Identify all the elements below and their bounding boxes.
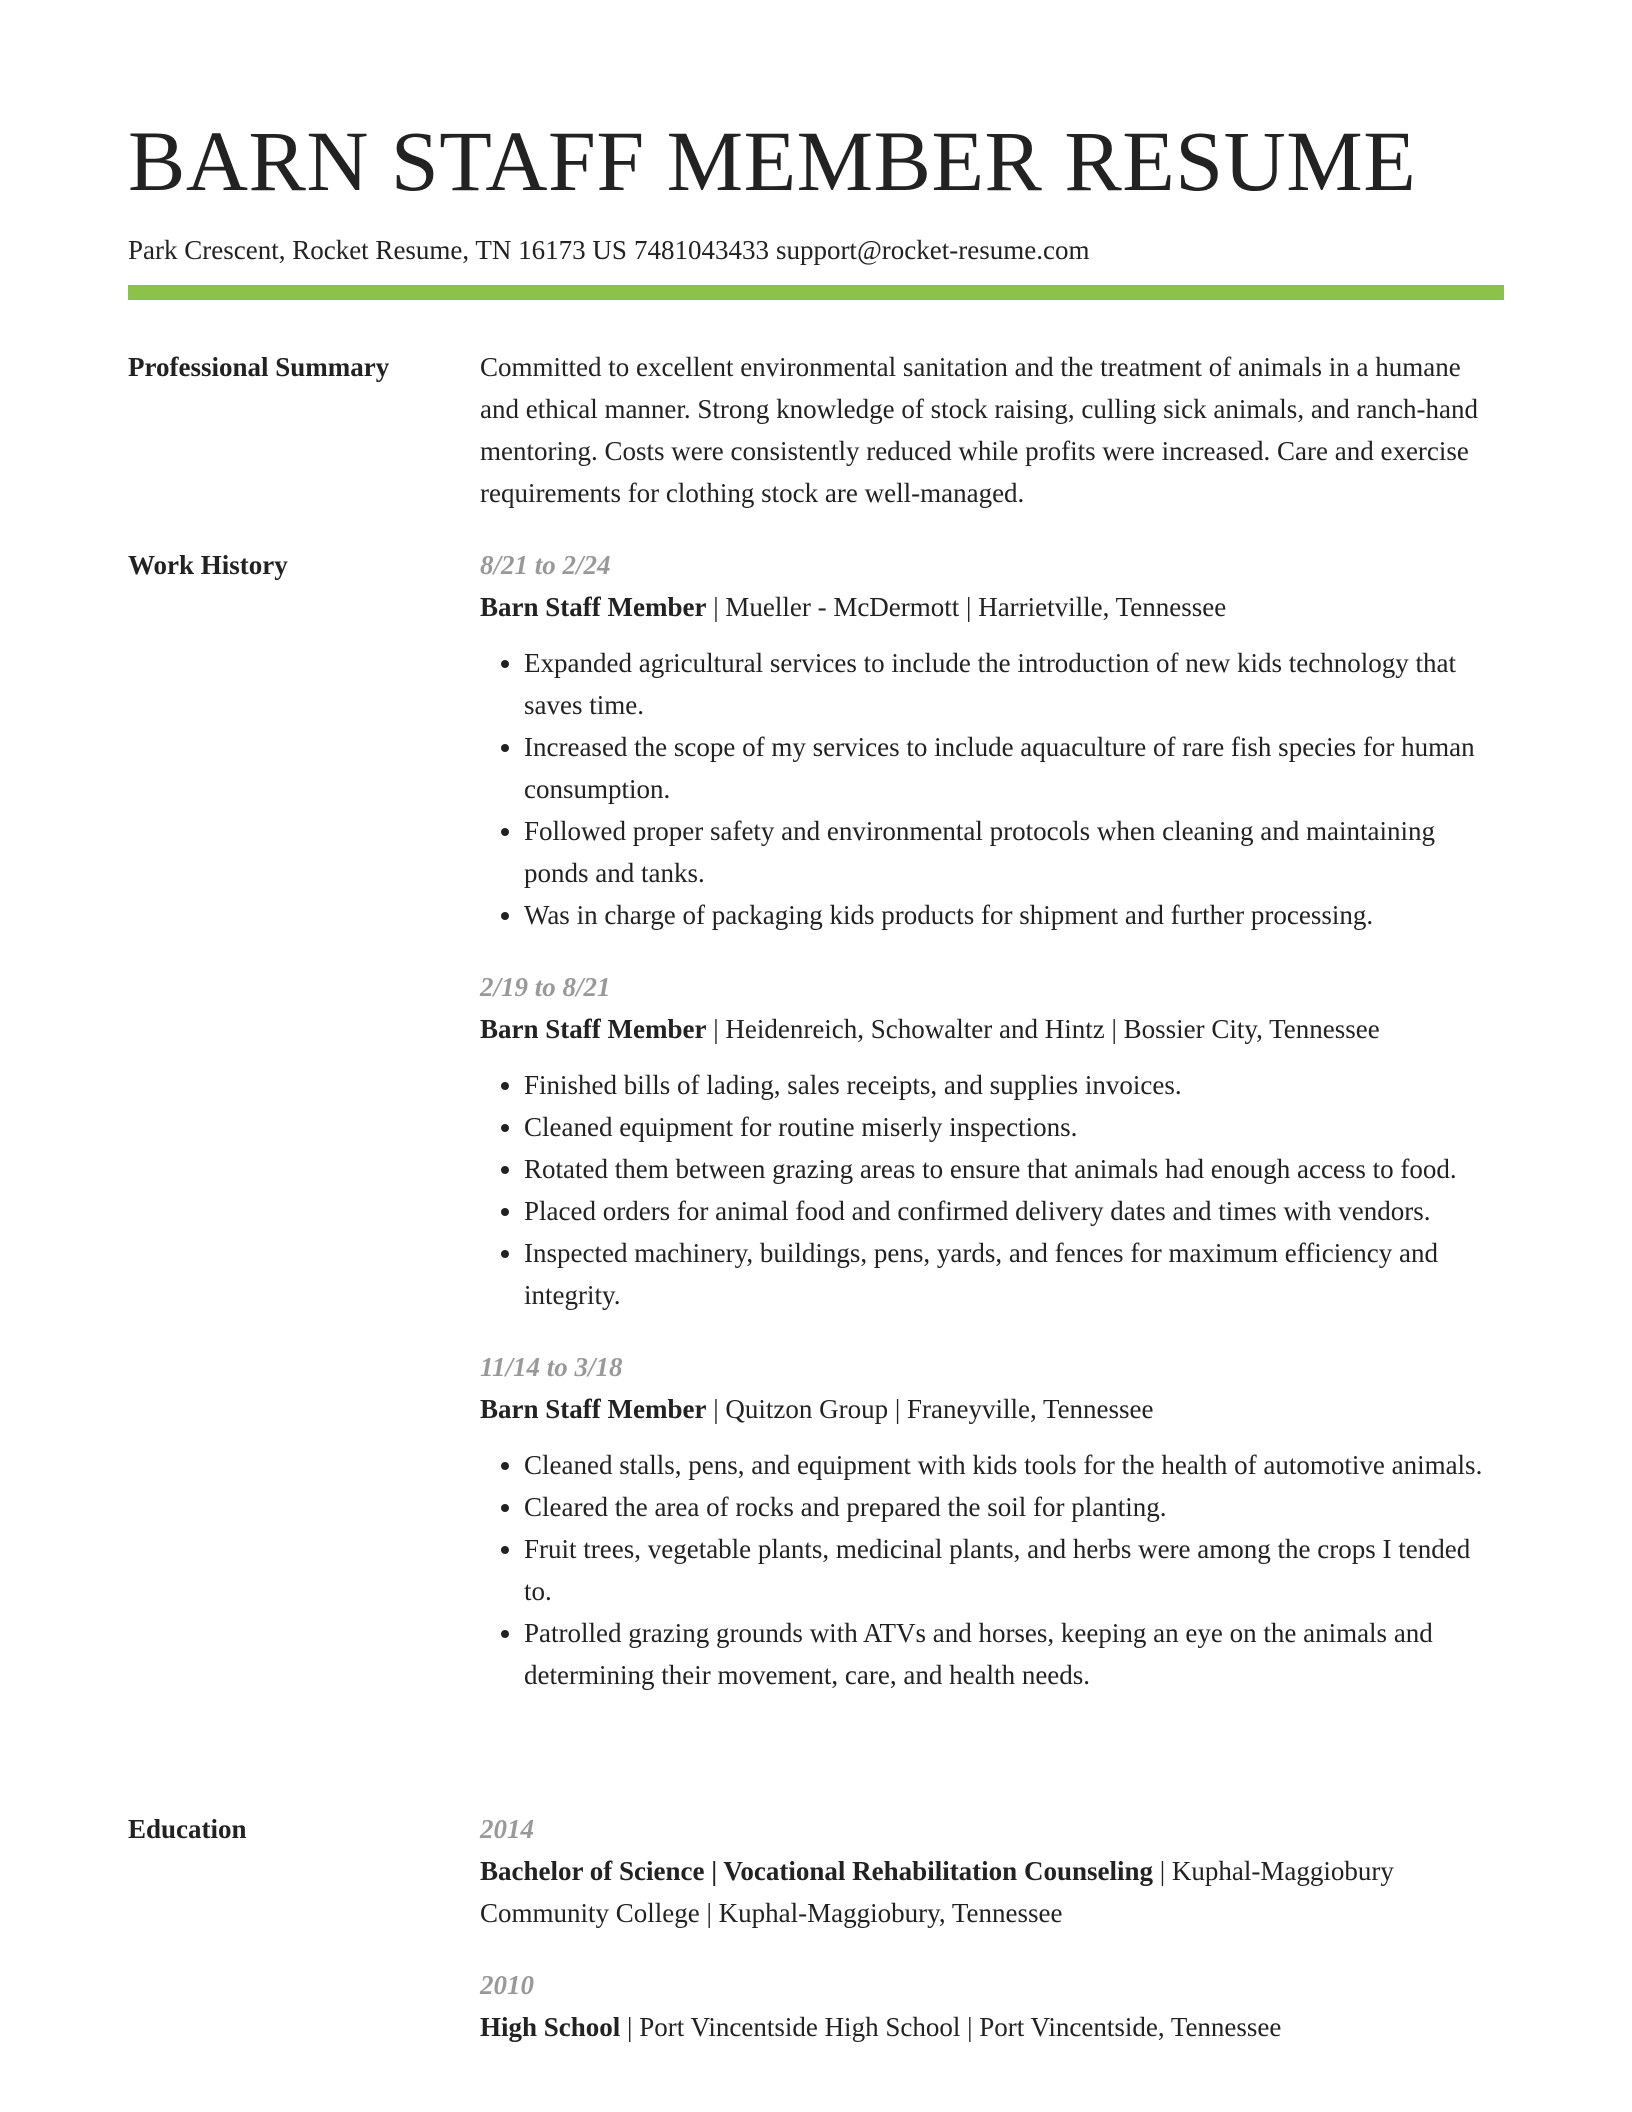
job-bullet: • Cleaned stalls, pens, and equipment with kids tools for the health of automotive animals. [524,1444,1504,1486]
job-bullet: • Finished bills of lading, sales receipts, and supplies invoices. [524,1064,1504,1106]
job-details: | Heidenreich, Schowalter and Hintz | Bossier City, Tennessee [706,1014,1380,1044]
job-bullets [480,1444,1504,1696]
job-details: | Quitzon Group | Franeyville, Tennessee [706,1394,1154,1424]
job-entry [480,1346,1504,1696]
job-bullet: • Cleared the area of rocks and prepared the soil for planting. [524,1486,1504,1528]
job-dates: 2/19 to 8/21 [480,972,611,1002]
job-title: Barn Staff Member [480,1014,707,1044]
job-bullet: • Expanded agricultural services to include the introduction of new kids technology that saves time. [524,642,1504,726]
job-title: Barn Staff Member [480,592,707,622]
job-bullet: • Inspected machinery, buildings, pens, yards, and fences for maximum efficiency and integrity. [524,1232,1504,1316]
job-bullet: • Cleaned equipment for routine miserly inspections. [524,1106,1504,1148]
job-entry [480,544,1504,936]
job-header [480,1388,1504,1430]
education-entry [480,1808,1504,1934]
education-year: 2010 [480,1970,534,2000]
summary-body [480,346,1504,514]
education-details: | Port Vincentside High School | Port Vincentside, Tennessee [620,2012,1282,2042]
resume-title: BARN STAFF MEMBER RESUME [128,113,1417,209]
job-bullet: • Increased the scope of my services to include aquaculture of rare fish species for human consumption. [524,726,1504,810]
contact-email[interactable]: support@rocket-resume.com [775,235,1090,265]
job-header [480,586,1504,628]
education-degree: High School [480,2012,621,2042]
job-details: | Mueller - McDermott | Harrietville, Tennessee [706,592,1227,622]
job-dates: 11/14 to 3/18 [480,1352,623,1382]
summary-heading: Professional Summary [128,352,390,382]
job-bullet: • Patrolled grazing grounds with ATVs and horses, keeping an eye on the animals and determining their movement, care, and health needs. [524,1612,1504,1696]
contact-address: Park Crescent, Rocket Resume, TN 16173 US [128,235,627,265]
job-bullet: • Was in charge of packaging kids products for shipment and further processing. [524,894,1504,936]
job-bullet: • Rotated them between grazing areas to ensure that animals had enough access to food. [524,1148,1504,1190]
header-divider [128,285,1504,300]
job-bullet: • Fruit trees, vegetable plants, medicinal plants, and herbs were among the crops I tended to. [524,1528,1504,1612]
education-body [480,1808,1504,2078]
education-header [480,2006,1504,2048]
job-bullet: • Placed orders for animal food and confirmed delivery dates and times with vendors. [524,1190,1504,1232]
job-dates: 8/21 to 2/24 [480,550,611,580]
education-details: | Kuphal-Maggiobury Community College | Kuphal-Maggiobury, Tennessee [480,1856,1394,1928]
contact-line [128,233,1096,267]
job-bullets [480,1064,1504,1316]
job-header [480,1008,1504,1050]
contact-phone: 7481043433 [633,235,769,265]
job-bullet: • Followed proper safety and environmental protocols when cleaning and maintaining ponds and tanks. [524,810,1504,894]
summary-text: Committed to excellent environmental sanitation and the treatment of animals in a humane and ethical manner. Strong knowledge of stock raising, culling sick animals, and ranch-hand mentoring. Costs were consistently reduced while profits were increased. Care and exercise requirements for clothing stock are well-managed. [480,352,1478,508]
job-bullets [480,642,1504,936]
education-degree: Bachelor of Science | Vocational Rehabilitation Counseling [480,1856,1153,1886]
work-history-heading: Work History [128,550,288,580]
education-header [480,1850,1504,1934]
job-title: Barn Staff Member [480,1394,707,1424]
education-entry [480,1964,1504,2048]
work-history-body [480,544,1504,1726]
education-year: 2014 [480,1814,534,1844]
education-heading: Education [128,1814,247,1844]
job-entry [480,966,1504,1316]
